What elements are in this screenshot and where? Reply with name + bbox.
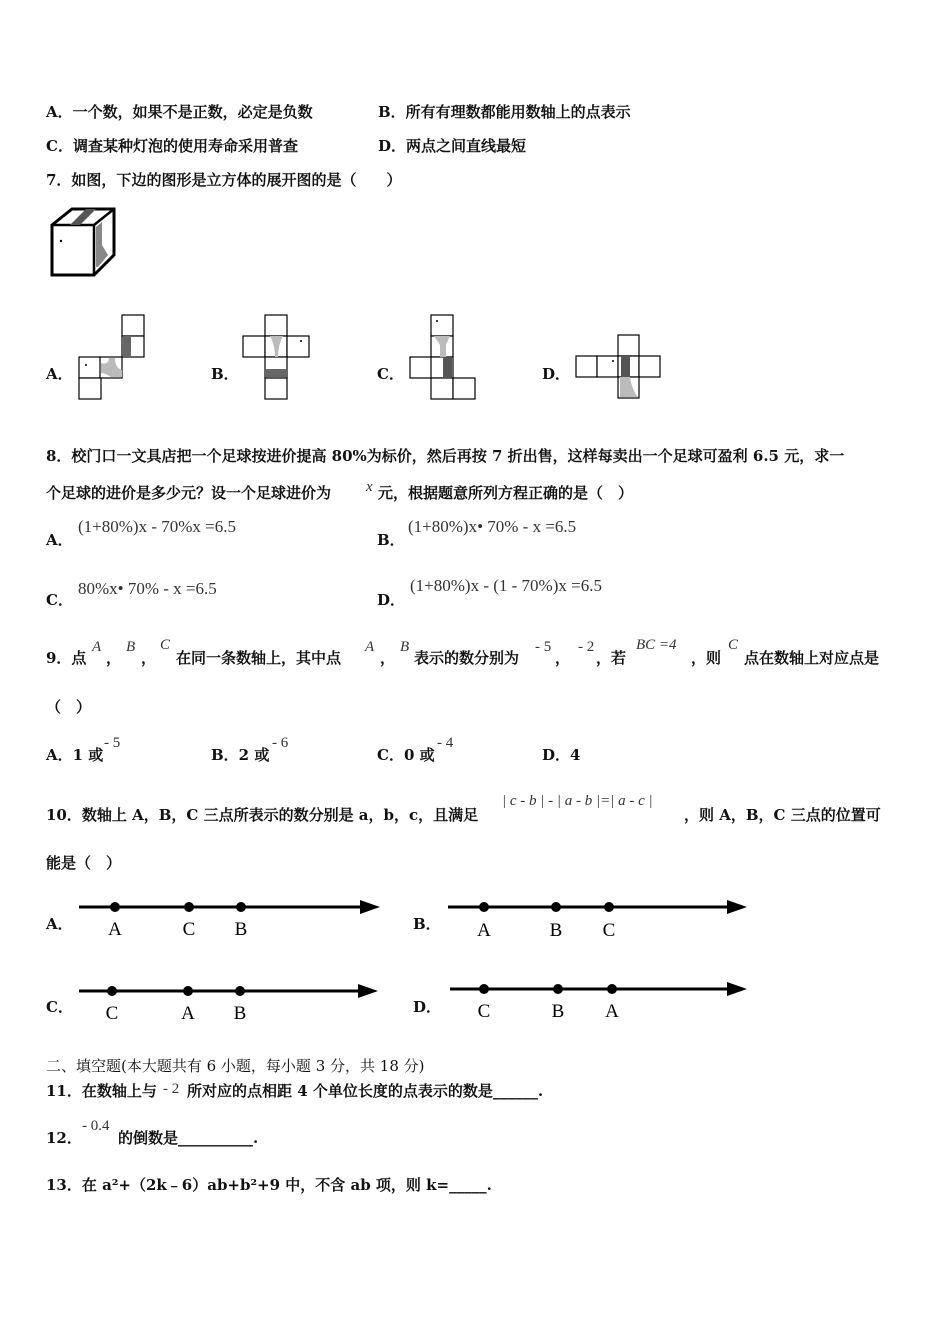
number-line-c-point-3: B xyxy=(233,1003,247,1024)
q9-comma-4: ， xyxy=(555,649,571,667)
q9-text-3: 表示的数分别为 xyxy=(414,649,520,667)
number-line-c xyxy=(75,979,385,1024)
q9-option-b-value: - 6 xyxy=(272,735,289,751)
number-line-c-point-1: C xyxy=(105,1003,119,1024)
q6-option-a: A．一个数，如果不是正数，必定是负数 xyxy=(46,103,313,121)
q12-text-1: 12． xyxy=(46,1129,82,1147)
q10-label-b: B． xyxy=(413,915,441,933)
q7-label-c: C． xyxy=(377,365,404,383)
q9-option-a-value: - 5 xyxy=(104,735,121,751)
q9-point-a2: A xyxy=(365,639,375,655)
q10-label-d: D． xyxy=(413,998,442,1016)
q9-option-c-value: - 4 xyxy=(437,735,454,751)
q9-option-d: D．4 xyxy=(542,746,581,764)
q9-comma-2: ， xyxy=(141,649,157,667)
number-line-b-point-1: A xyxy=(477,920,491,941)
q11-text-2: 所对应的点相距 4 个单位长度的点表示的数是______. xyxy=(187,1082,544,1100)
q10-condition: | c - b | - | a - b |=| a - c | xyxy=(502,793,653,809)
q6-option-b: B．所有有理数都能用数轴上的点表示 xyxy=(378,103,631,121)
net-option-a xyxy=(79,315,149,405)
q7-label-a: A． xyxy=(46,365,73,383)
q9-text-5: ，则 xyxy=(691,649,722,667)
q12-value: - 0.4 xyxy=(82,1118,110,1134)
number-line-a-point-3: B xyxy=(234,919,248,940)
q9-point-b: B xyxy=(126,639,136,655)
q8-stem-line2a: 个足球的进价是多少元？设一个足球进价为 xyxy=(46,484,332,502)
q8-option-c: 80%x• 70% - x =6.5 xyxy=(78,579,217,598)
q8-label-d: D． xyxy=(377,591,406,609)
q9-point-b2: B xyxy=(400,639,410,655)
q9-point-a: A xyxy=(92,639,102,655)
q8-option-d: (1+80%)x - (1 - 70%)x =6.5 xyxy=(410,576,602,595)
q10-text-2: ，则 A，B，C 三点的位置可 xyxy=(684,806,881,824)
net-option-d xyxy=(576,335,666,405)
cube-figure xyxy=(48,205,118,280)
q11-text-1: 11．在数轴上与 xyxy=(46,1082,157,1100)
q11-value: - 2 xyxy=(163,1081,180,1097)
q9-condition: BC =4 xyxy=(636,637,677,653)
q7-stem: 7．如图，下边的图形是立方体的展开图的是（ ） xyxy=(46,171,402,189)
q9-comma-1: ， xyxy=(106,649,122,667)
q9-option-b: B．2 或 xyxy=(211,746,270,764)
q8-option-b: (1+80%)x• 70% - x =6.5 xyxy=(408,517,577,536)
q8-option-a: (1+80%)x - 70%x =6.5 xyxy=(78,517,236,536)
q8-stem-line1: 8．校门口一文具店把一个足球按进价提高 80%为标价，然后再按 7 折出售，这样每卖出一个足球可盈利 6.5 元，求一 xyxy=(46,447,845,465)
number-line-b xyxy=(444,895,754,940)
q6-option-c: C．调查某种灯泡的使用寿命采用普查 xyxy=(46,137,298,155)
q8-stem-line2b: 元，根据题意所列方程正确的是（ ） xyxy=(378,484,634,502)
q9-value-2: - 2 xyxy=(578,639,595,655)
q13-text: 13．在 a²+（2k﹣6）ab+b²+9 中，不含 ab 项，则 k=_____. xyxy=(46,1176,492,1194)
q9-text-1: 9．点 xyxy=(46,649,87,667)
q9-point-c: C xyxy=(160,637,171,653)
number-line-a-point-1: A xyxy=(108,919,122,940)
q12-text-2: 的倒数是__________. xyxy=(118,1129,259,1147)
number-line-d xyxy=(446,977,756,1022)
q9-comma-3: ， xyxy=(380,649,396,667)
section-2-heading: 二、填空题(本大题共有 6 小题，每小题 3 分，共 18 分) xyxy=(46,1057,425,1075)
number-line-a xyxy=(75,895,385,940)
q9-text-2: 在同一条数轴上，其中点 xyxy=(176,649,342,667)
q9-value-1: - 5 xyxy=(535,639,552,655)
q8-label-b: B． xyxy=(377,531,405,549)
number-line-c-point-2: A xyxy=(181,1003,195,1024)
q7-label-b: B． xyxy=(211,365,239,383)
q10-text-1: 10．数轴上 A，B，C 三点所表示的数分别是 a，b，c，且满足 xyxy=(46,806,479,824)
q8-label-a: A． xyxy=(46,531,73,549)
q9-text-4: ，若 xyxy=(596,649,627,667)
q8-label-c: C． xyxy=(46,591,73,609)
number-line-a-point-2: C xyxy=(182,919,196,940)
q9-option-a: A．1 或 xyxy=(46,746,104,764)
q9-paren: （ ） xyxy=(46,698,92,716)
net-option-b xyxy=(243,315,313,405)
q10-label-c: C． xyxy=(46,998,73,1016)
q9-point-c2: C xyxy=(728,637,739,653)
q10-text-3: 能是（ ） xyxy=(46,854,122,872)
q8-var-x: x xyxy=(366,479,373,495)
q9-text-6: 点在数轴上对应点是 xyxy=(744,649,880,667)
q7-label-d: D． xyxy=(542,365,571,383)
number-line-b-point-3: C xyxy=(602,920,616,941)
q10-label-a: A． xyxy=(46,915,73,933)
number-line-b-point-2: B xyxy=(549,920,563,941)
net-option-c xyxy=(410,315,480,405)
number-line-d-point-1: C xyxy=(477,1001,491,1022)
number-line-d-point-3: A xyxy=(605,1001,619,1022)
number-line-d-point-2: B xyxy=(551,1001,565,1022)
q6-option-d: D．两点之间直线最短 xyxy=(378,137,527,155)
q9-option-c: C．0 或 xyxy=(377,746,435,764)
